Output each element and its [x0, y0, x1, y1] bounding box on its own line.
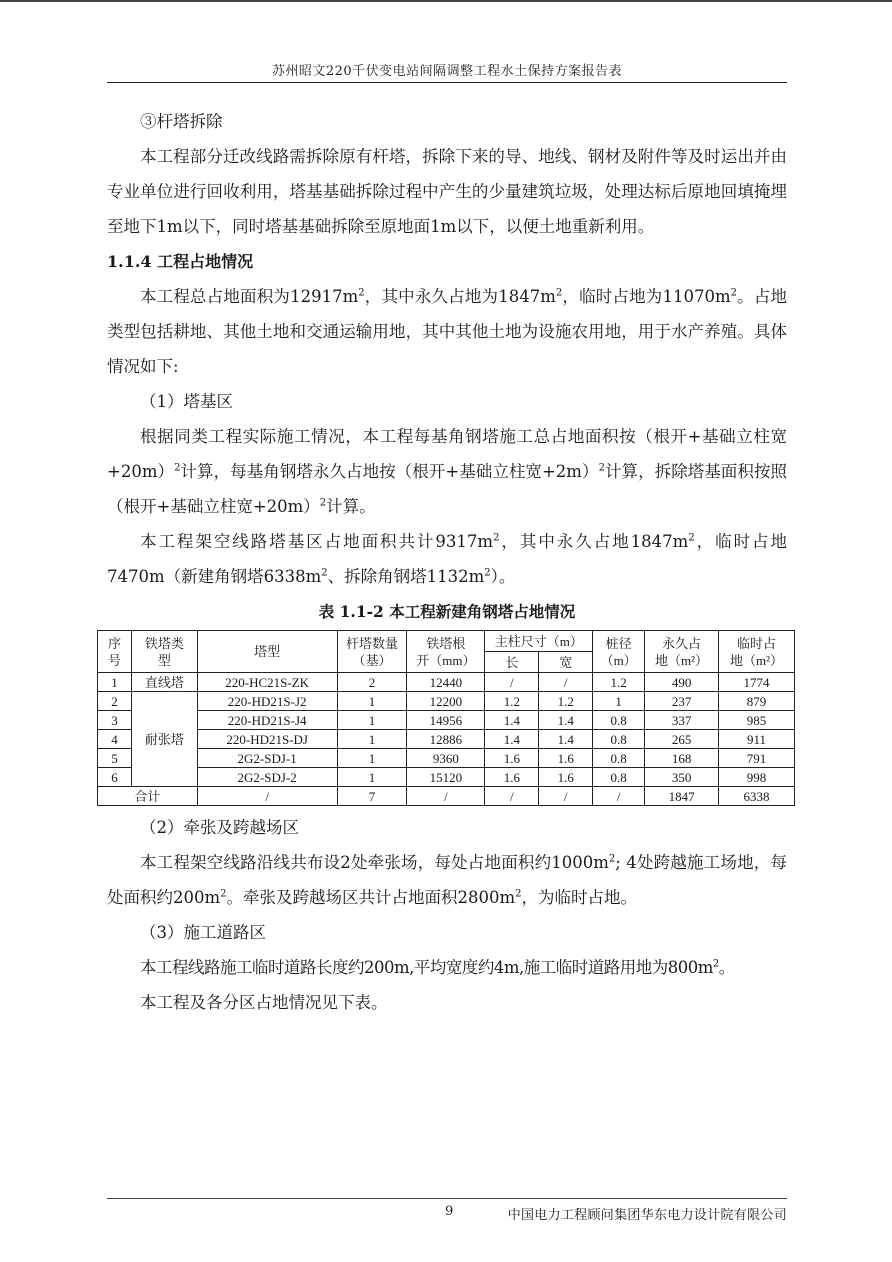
paragraph-land-use: 本工程总占地面积为$12917m^2$，其中永久占地为$1847m^2$，临时占地为$11070m^2$。占地类型包括耕地、其他土地和交通运输用地，其中其他土地为设施农用地，用于水产养殖。具体情况如下:: [107, 287, 787, 376]
paragraph-summary-ref: 本工程及各分区占地情况见下表。: [140, 993, 388, 1012]
header-rule: [107, 82, 787, 83]
page-header: 苏州昭文220千伏变电站间隔调整工程水土保持方案报告表: [271, 64, 623, 79]
page-number: 9: [445, 1204, 454, 1219]
top-border-line: [0, 0, 892, 2]
table-row: 1 直线塔 220-HC21S-ZK 2 12440 / / 1.2 490 1774: [98, 673, 795, 692]
tower-type-tension: 耐张塔: [131, 692, 197, 787]
subsection-heading-stringing: （2）牵张及跨越场区: [140, 818, 299, 837]
table-row: 4 220-HD21S-DJ 1 12886 1.4 1.4 0.8 265 911: [98, 730, 795, 749]
footer-organization: 中国电力工程顾问集团华东电力设计院有限公司: [507, 1208, 787, 1223]
paragraph-road: 本工程线路施工临时道路长度约200m,平均宽度约4m,施工临时道路用地为$800m^2$。: [140, 958, 735, 977]
table-total-row: 合计 / 7 / / / / 1847 6338: [98, 787, 795, 806]
header-seq: 序 号: [98, 631, 132, 673]
header-column-size: 主柱尺寸（m）: [485, 631, 593, 652]
header-count: 杆塔数量 （基）: [337, 631, 407, 673]
tower-land-table: [97, 630, 795, 806]
table-row: 5 2G2-SDJ-1 1 9360 1.6 1.6 0.8 168 791: [98, 749, 795, 768]
header-column-length: 长: [485, 652, 539, 673]
paragraph-tower-removal: 本工程部分迁改线路需拆除原有杆塔，拆除下来的导、地线、钢材及附件等及时运出并由专业单位进行回收利用，塔基基础拆除过程中产生的少量建筑垃圾，处理达标后原地回填掩埋至地下1m以下，同时塔基基础拆除至原地面1m以下，以便土地重新利用。: [107, 147, 787, 236]
header-tower-type: 铁塔类 型: [131, 631, 197, 673]
subsection-heading-road: （3）施工道路区: [140, 923, 266, 942]
paragraph-tower-area-total: 本工程架空线路塔基区占地面积共计$9317m^2$，其中永久占地$1847m^2$，临时占地7470m（新建角钢塔$6338m^2$、拆除角钢塔$1132m^2$）。: [107, 532, 788, 586]
header-root-open: 铁塔根 开（mm）: [407, 631, 485, 673]
table-row: 6 2G2-SDJ-2 1 15120 1.6 1.6 0.8 350 998: [98, 768, 795, 787]
header-column-width: 宽: [539, 652, 593, 673]
header-temporary: 临时占 地（m²）: [719, 631, 795, 673]
footer-rule: [107, 1198, 787, 1199]
header-permanent: 永久占 地（m²）: [645, 631, 719, 673]
subsection-heading-tower-removal: ③杆塔拆除: [140, 112, 223, 131]
header-pile: 桩径 （m）: [593, 631, 645, 673]
table-caption: 表 1.1-2 本工程新建角钢塔占地情况: [318, 602, 576, 621]
section-heading-land-use: 1.1.4 工程占地情况: [107, 252, 254, 271]
paragraph-stringing: 本工程架空线路沿线共布设2处牵张场，每处占地面积约$1000m^2$; 4处跨越施工场地，每处面积约$200m^2$。牵张及跨越场区共计占地面积$2800m^2$，为临时占地。: [107, 853, 787, 907]
document-body: [107, 104, 787, 1020]
table-header-row: [98, 631, 795, 652]
paragraph-tower-area-method: 根据同类工程实际施工情况，本工程每基角钢塔施工总占地面积按（根开+基础立柱宽+20m）$^2$计算，每基角钢塔永久占地按（根开+基础立柱宽+2m）$^2$计算，拆除塔基面积按照（根开+基础立柱宽+20m）$^2$计算。: [107, 427, 788, 516]
table-row: 3 220-HD21S-J4 1 14956 1.4 1.4 0.8 337 985: [98, 711, 795, 730]
table-row: 2 耐张塔 220-HD21S-J2 1 12200 1.2 1.2 1 237 879: [98, 692, 795, 711]
header-model: 塔型: [197, 631, 337, 673]
subsection-heading-tower-area: （1）塔基区: [140, 392, 233, 411]
